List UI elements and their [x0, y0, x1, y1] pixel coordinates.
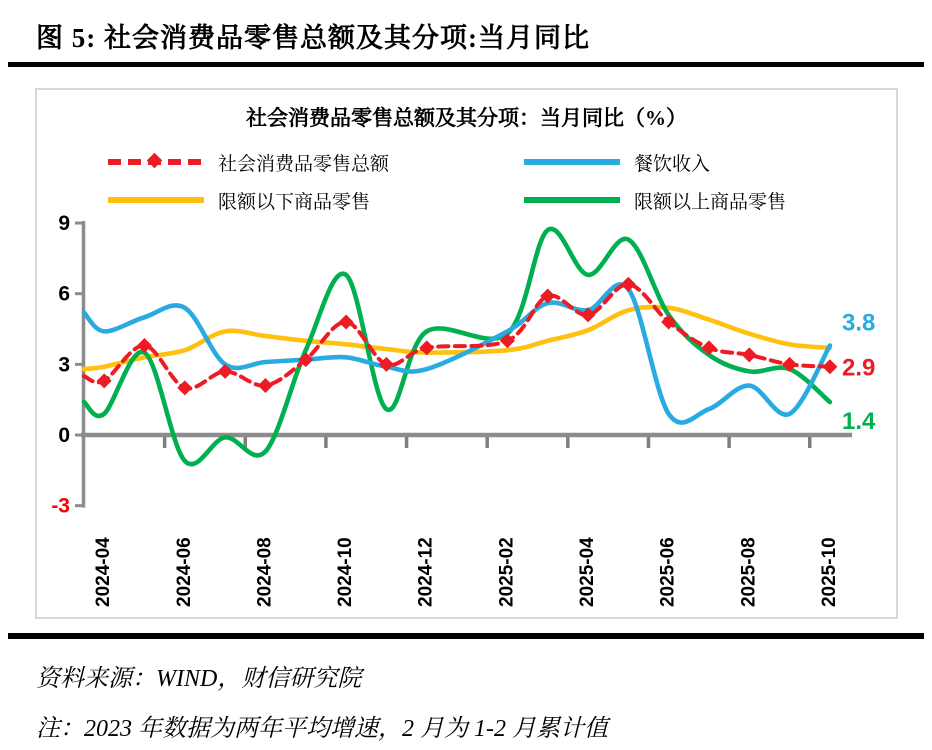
svg-text:6: 6 — [58, 282, 70, 306]
legend-label-below-quota: 限额以下商品零售 — [218, 191, 371, 213]
svg-text:2024-10: 2024-10 — [335, 537, 357, 607]
svg-text:2024-12: 2024-12 — [415, 537, 437, 607]
series-line-0 — [84, 284, 830, 388]
svg-text:9: 9 — [58, 212, 70, 236]
diamond-marker — [621, 277, 636, 292]
svg-text:0: 0 — [58, 424, 70, 447]
diamond-marker — [177, 380, 192, 395]
svg-text:2025-02: 2025-02 — [496, 537, 518, 607]
diamond-marker — [339, 314, 354, 329]
legend-label-above-quota: 限额以上商品零售 — [634, 191, 787, 213]
end-value-label: 3.8 — [842, 309, 876, 337]
figure-title: 图 5: 社会消费品零售总额及其分项:当月同比 — [36, 23, 590, 53]
svg-text:2024-08: 2024-08 — [254, 537, 276, 607]
legend-label-retail-total: 社会消费品零售总额 — [218, 153, 390, 175]
svg-text:3: 3 — [58, 353, 70, 377]
diamond-marker — [97, 373, 112, 388]
chart-title: 社会消费品零售总额及其分项：当月同比（%） — [246, 106, 687, 130]
legend-label-catering: 餐饮收入 — [634, 153, 711, 175]
svg-text:2024-04: 2024-04 — [93, 537, 115, 607]
end-value-label: 1.4 — [842, 408, 876, 436]
svg-text:-3: -3 — [51, 494, 70, 518]
data-source-note: 资料来源：WIND，财信研究院 — [36, 666, 362, 692]
diamond-marker — [822, 359, 837, 374]
svg-text:2025-06: 2025-06 — [657, 537, 679, 607]
bottom-divider — [8, 633, 924, 639]
svg-text:2024-06: 2024-06 — [173, 537, 195, 607]
methodology-note: 注：2023 年数据为两年平均增速，2 月为 1-2 月累计值 — [36, 716, 608, 742]
svg-text:2025-04: 2025-04 — [577, 537, 599, 607]
end-value-label: 2.9 — [842, 354, 876, 382]
diamond-marker — [742, 347, 757, 362]
svg-text:2025-08: 2025-08 — [738, 537, 760, 607]
diamond-marker — [258, 378, 273, 393]
svg-text:2025-10: 2025-10 — [818, 537, 840, 607]
